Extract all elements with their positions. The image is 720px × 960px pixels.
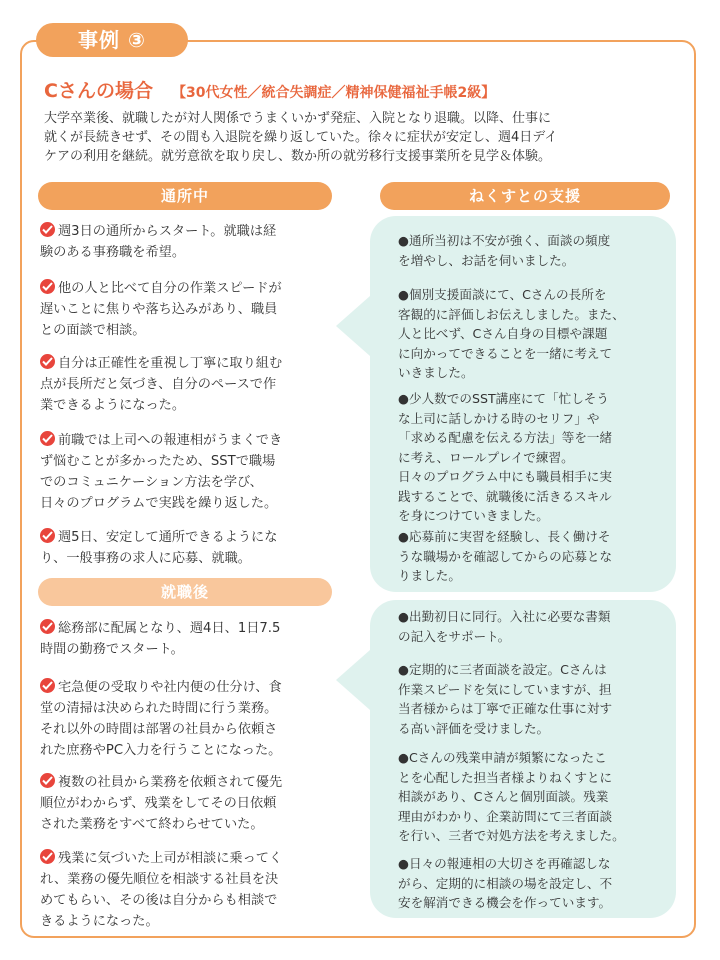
intro-text: [44, 109, 684, 166]
case-title: [44, 76, 684, 106]
support-line: に向かってできることを一緒に考えて: [398, 345, 613, 361]
support-item: [398, 389, 668, 526]
person-profile-tags: 【30代女性／統合失調症／精神保健福祉手帳2級】: [172, 85, 496, 101]
attending-item: [40, 278, 340, 341]
intro-line: 就くが長続きせず、その間も入退院を繰り返していた。徐々に症状が安定し、週4日デイ: [44, 130, 558, 145]
item-line: ず悩むことが多かったため、SSTで職場: [40, 454, 276, 469]
item-line: 週3日の通所からスタート。就職は経: [58, 224, 277, 239]
item-line: 前職では上司への報連相がうまくでき: [58, 433, 283, 448]
item-line: 験のある事務職を希望。: [40, 245, 186, 260]
attending-item: [40, 527, 340, 569]
support-line: ●日々の報連相の大切さを再確認しな: [398, 856, 611, 871]
item-line: れ、業務の優先順位を相談する社員を決: [40, 872, 279, 887]
attending-item: [40, 221, 340, 263]
support-line: 践することで、就職後に活きるスキル: [398, 488, 612, 504]
header-attending: 通所中: [38, 182, 332, 210]
support-item: [398, 285, 668, 383]
support-line: 客観的に評価しお伝えしました。また、: [398, 306, 625, 322]
item-line: との面談で相談。: [40, 323, 146, 338]
support-line: 日々のプログラム中にも職員相手に実: [398, 469, 612, 484]
item-line: 日々のプログラムで実践を繰り返した。: [40, 496, 278, 511]
after-item: [40, 848, 340, 932]
item-line: 総務部に配属となり、週4日、1日7.5: [58, 621, 281, 636]
person-name: Cさんの場合: [44, 80, 153, 102]
support-item: [398, 231, 668, 270]
support-item: [398, 607, 668, 646]
check-icon: [40, 849, 55, 864]
item-line: 時間の勤務でスタート。: [40, 642, 184, 657]
support-line: を行い、三者で対処方法を考えました。: [398, 828, 625, 843]
check-icon: [40, 528, 55, 543]
check-icon: [40, 354, 55, 369]
support-line: 理由がわかり、企業訪問にて三者面談: [398, 808, 613, 824]
support-line: ●Cさんの残業申請が頻繁になったこ: [398, 750, 607, 765]
support-line: る高い評価を受けました。: [398, 720, 550, 736]
support-line: ●個別支援面談にて、Cさんの長所を: [398, 287, 607, 302]
item-line: 順位がわからず、残業をしてその日依頼: [40, 796, 277, 811]
support-line: に考え、ロールプレイで練習。: [398, 449, 574, 465]
check-icon: [40, 773, 55, 788]
support-line: ●応募前に実習を経験し、長く働けそ: [398, 529, 611, 544]
item-line: めてもらい、その後は自分からも相談で: [40, 893, 278, 908]
item-line: れた庶務やPC入力を行うことになった。: [40, 743, 282, 758]
header-after: 就職後: [38, 578, 332, 606]
header-support: ねくすとの支援: [380, 182, 670, 210]
check-icon: [40, 678, 55, 693]
support-line: 当者様からは丁寧で正確な仕事に対す: [398, 701, 613, 716]
after-item: [40, 772, 340, 835]
item-line: 週5日、安定して通所できるようにな: [58, 530, 278, 545]
support-line: とを心配した担当者様よりねくすとに: [398, 769, 613, 785]
bubble-tail: [336, 296, 370, 356]
item-line: 宅急便の受取りや社内便の仕分け、食: [58, 680, 282, 695]
check-icon: [40, 431, 55, 446]
support-line: 相談があり、Cさんと個別面談。残業: [398, 789, 609, 804]
item-line: 業できるようになった。: [40, 398, 186, 413]
support-line: 「求める配慮を伝える方法」等を一緒: [398, 430, 613, 445]
attending-item: [40, 430, 340, 514]
item-line: 複数の社員から業務を依頼されて優先: [58, 775, 283, 790]
item-line: 他の人と比べて自分の作業スピードが: [58, 281, 282, 296]
support-line: がら、定期的に相談の場を設定し、不: [398, 875, 613, 891]
support-line: 作業スピードを気にしていますが、担: [398, 681, 612, 697]
support-item: [398, 660, 668, 738]
support-line: ●通所当初は不安が強く、面談の頻度: [398, 233, 611, 248]
check-icon: [40, 619, 55, 634]
check-icon: [40, 279, 55, 294]
attending-item: [40, 353, 340, 416]
item-line: された業務をすべて終わらせていた。: [40, 817, 264, 832]
support-line: 安を解消できる機会を作っています。: [398, 895, 612, 910]
after-item: [40, 618, 340, 660]
item-line: 自分は正確性を重視し丁寧に取り組む: [58, 356, 283, 371]
support-line: ●定期的に三者面談を設定。Cさんは: [398, 662, 607, 677]
item-line: 残業に気づいた上司が相談に乗ってく: [58, 851, 283, 866]
item-line: 堂の清掃は決められた時間に行う業務。: [40, 701, 278, 716]
support-line: 人と比べず、Cさん自身の目標や課題: [398, 326, 608, 341]
support-item: [398, 854, 668, 913]
after-item: [40, 677, 340, 761]
support-line: を増やし、お話を伺いました。: [398, 252, 575, 268]
intro-line: ケアの利用を継続。就労意欲を取り戻し、数か所の就労移行支援事業所を見学＆体験。: [44, 149, 552, 164]
support-line: うな職場かを確認してからの応募とな: [398, 548, 613, 564]
item-line: それ以外の時間は部署の社員から依頼さ: [40, 722, 278, 737]
intro-line: 大学卒業後、就職したが対人関係でうまくいかず発症、入院となり退職。以降、仕事に: [44, 111, 552, 126]
check-icon: [40, 222, 55, 237]
support-line: りました。: [398, 568, 461, 583]
item-line: り、一般事務の求人に応募、就職。: [40, 551, 251, 566]
support-line: いきました。: [398, 365, 474, 380]
item-line: きるようになった。: [40, 914, 159, 929]
bubble-tail: [336, 650, 370, 710]
support-line: の記入をサポート。: [398, 628, 511, 644]
item-line: 点が長所だと気づき、自分のペースで作: [40, 377, 277, 392]
support-line: ●出勤初日に同行。入社に必要な書類: [398, 609, 611, 624]
support-line: な上司に話しかける時のセリフ」や: [398, 410, 600, 426]
support-item: [398, 748, 668, 846]
support-item: [398, 527, 668, 586]
item-line: 遅いことに焦りや落ち込みがあり、職員: [40, 302, 278, 317]
support-line: を身につけていきました。: [398, 508, 549, 523]
support-line: ●少人数でのSST講座にて「忙しそう: [398, 391, 609, 406]
case-label: 事例 ③: [36, 23, 188, 57]
item-line: でのコミュニケーション方法を学び、: [40, 475, 263, 490]
